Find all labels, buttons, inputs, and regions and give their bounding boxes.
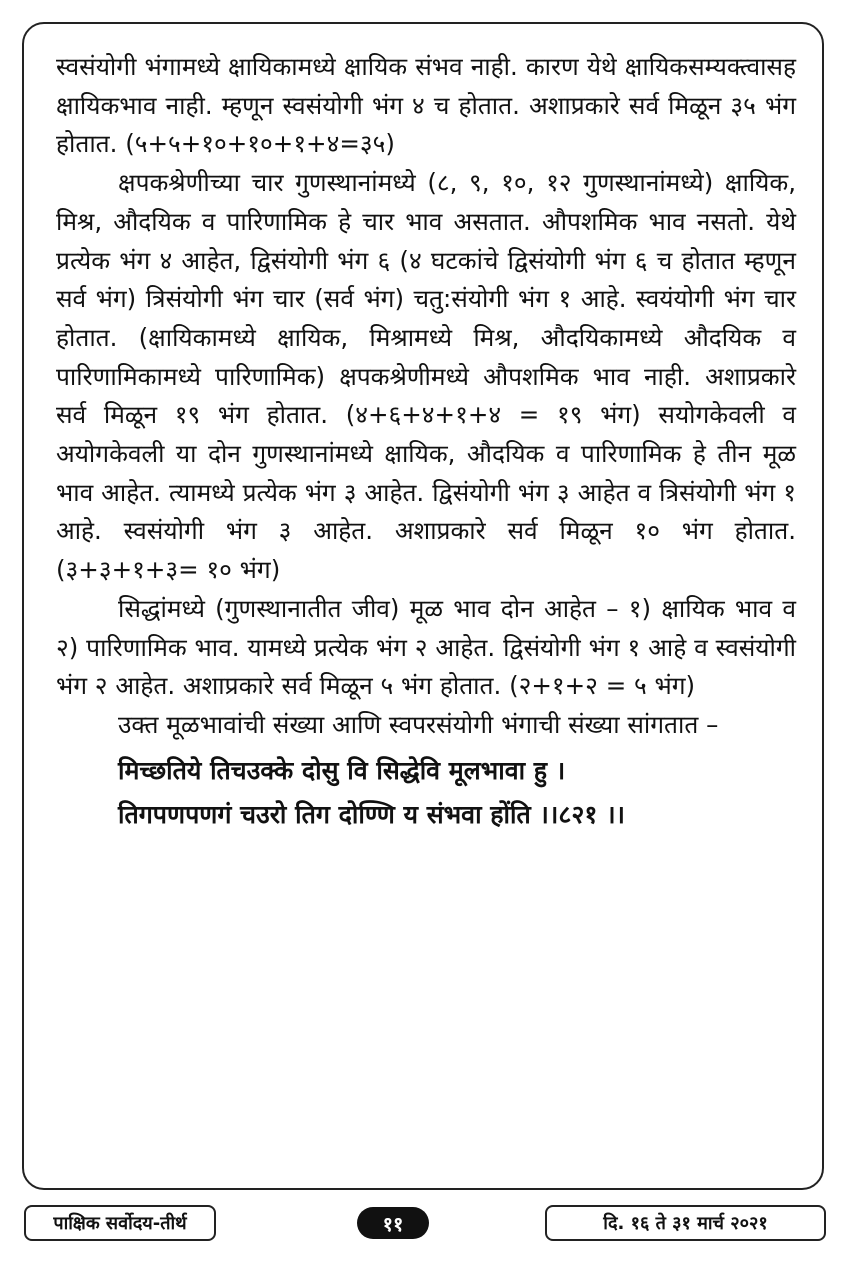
paragraph-3: सिद्धांमध्ये (गुणस्थानातीत जीव) मूळ भाव दोन आहेत – १) क्षायिक भाव व २) पारिणामिक भाव. यामध्ये प्रत्येक भंग २ आहेत. द्विसंयोगी भंग १ आहे व स्वसंयोगी भंग २ आहेत. अशाप्रकारे सर्व मिळून ५ भंग होतात. (२+१+२ = ५ भंग) bbox=[56, 593, 796, 701]
verse-block bbox=[56, 749, 796, 837]
verse-line-2: तिगपणपणगं चउरो तिग दोण्णि य संभवा होंति ।।८२१ ।। bbox=[118, 799, 626, 829]
page-body bbox=[56, 48, 796, 837]
verse-line-1: मिच्छतिये तिचउक्के दोसु वि सिद्धेवि मूलभावा हु । bbox=[118, 755, 566, 785]
paragraph-2: क्षपकश्रेणीच्या चार गुणस्थानांमध्ये (८, ९, १०, १२ गुणस्थानांमध्ये) क्षायिक, मिश्र, औदयिक व पारिणामिक हे चार भाव असतात. औपशमिक भाव नसतो. येथे प्रत्येक भंग ४ आहेत, द्विसंयोगी भंग ६ (४ घटकांचे द्विसंयोगी भंग ६ च होतात म्हणून सर्व भंग) त्रिसंयोगी भंग चार (सर्व भंग) चतु:संयोगी भंग १ आहे. स्वयंयोगी भंग चार होतात. (क्षायिकामध्ये क्षायिक, मिश्रामध्ये मिश्र, औदयिकामध्ये औदयिक व पारिणामिकामध्ये पारिणामिक) क्षपकश्रेणीमध्ये औपशमिक भाव नाही. अशाप्रकारे सर्व मिळून १९ भंग होतात. (४+६+४+१+४ = १९ भंग) सयोगकेवली व अयोगकेवली या दोन गुणस्थानांमध्ये क्षायिक, औदयिक व पारिणामिक हे तीन मूळ भाव आहेत. त्यामध्ये प्रत्येक भंग ३ आहेत. द्विसंयोगी भंग ३ आहेत व त्रिसंयोगी भंग १ आहे. स्वसंयोगी भंग ३ आहेत. अशाप्रकारे सर्व मिळून १० भंग होतात. (३+३+१+३= १० भंग) bbox=[56, 168, 796, 585]
publication-name: पाक्षिक सर्वोदय-तीर्थ bbox=[24, 1205, 216, 1241]
page-number: ११ bbox=[357, 1207, 429, 1239]
paragraph-4: उक्त मूळभावांची संख्या आणि स्वपरसंयोगी भंगाची संख्या सांगतात – bbox=[118, 709, 719, 739]
issue-date: दि. १६ ते ३१ मार्च २०२१ bbox=[545, 1205, 826, 1241]
paragraph-1: स्वसंयोगी भंगामध्ये क्षायिकामध्ये क्षायिक संभव नाही. कारण येथे क्षायिकसम्यक्त्वासह क्षायिकभाव नाही. म्हणून स्वसंयोगी भंग ४ च होतात. अशाप्रकारे सर्व मिळून ३५ भंग होतात. (५+५+१०+१०+१+४=३५) bbox=[56, 52, 796, 159]
